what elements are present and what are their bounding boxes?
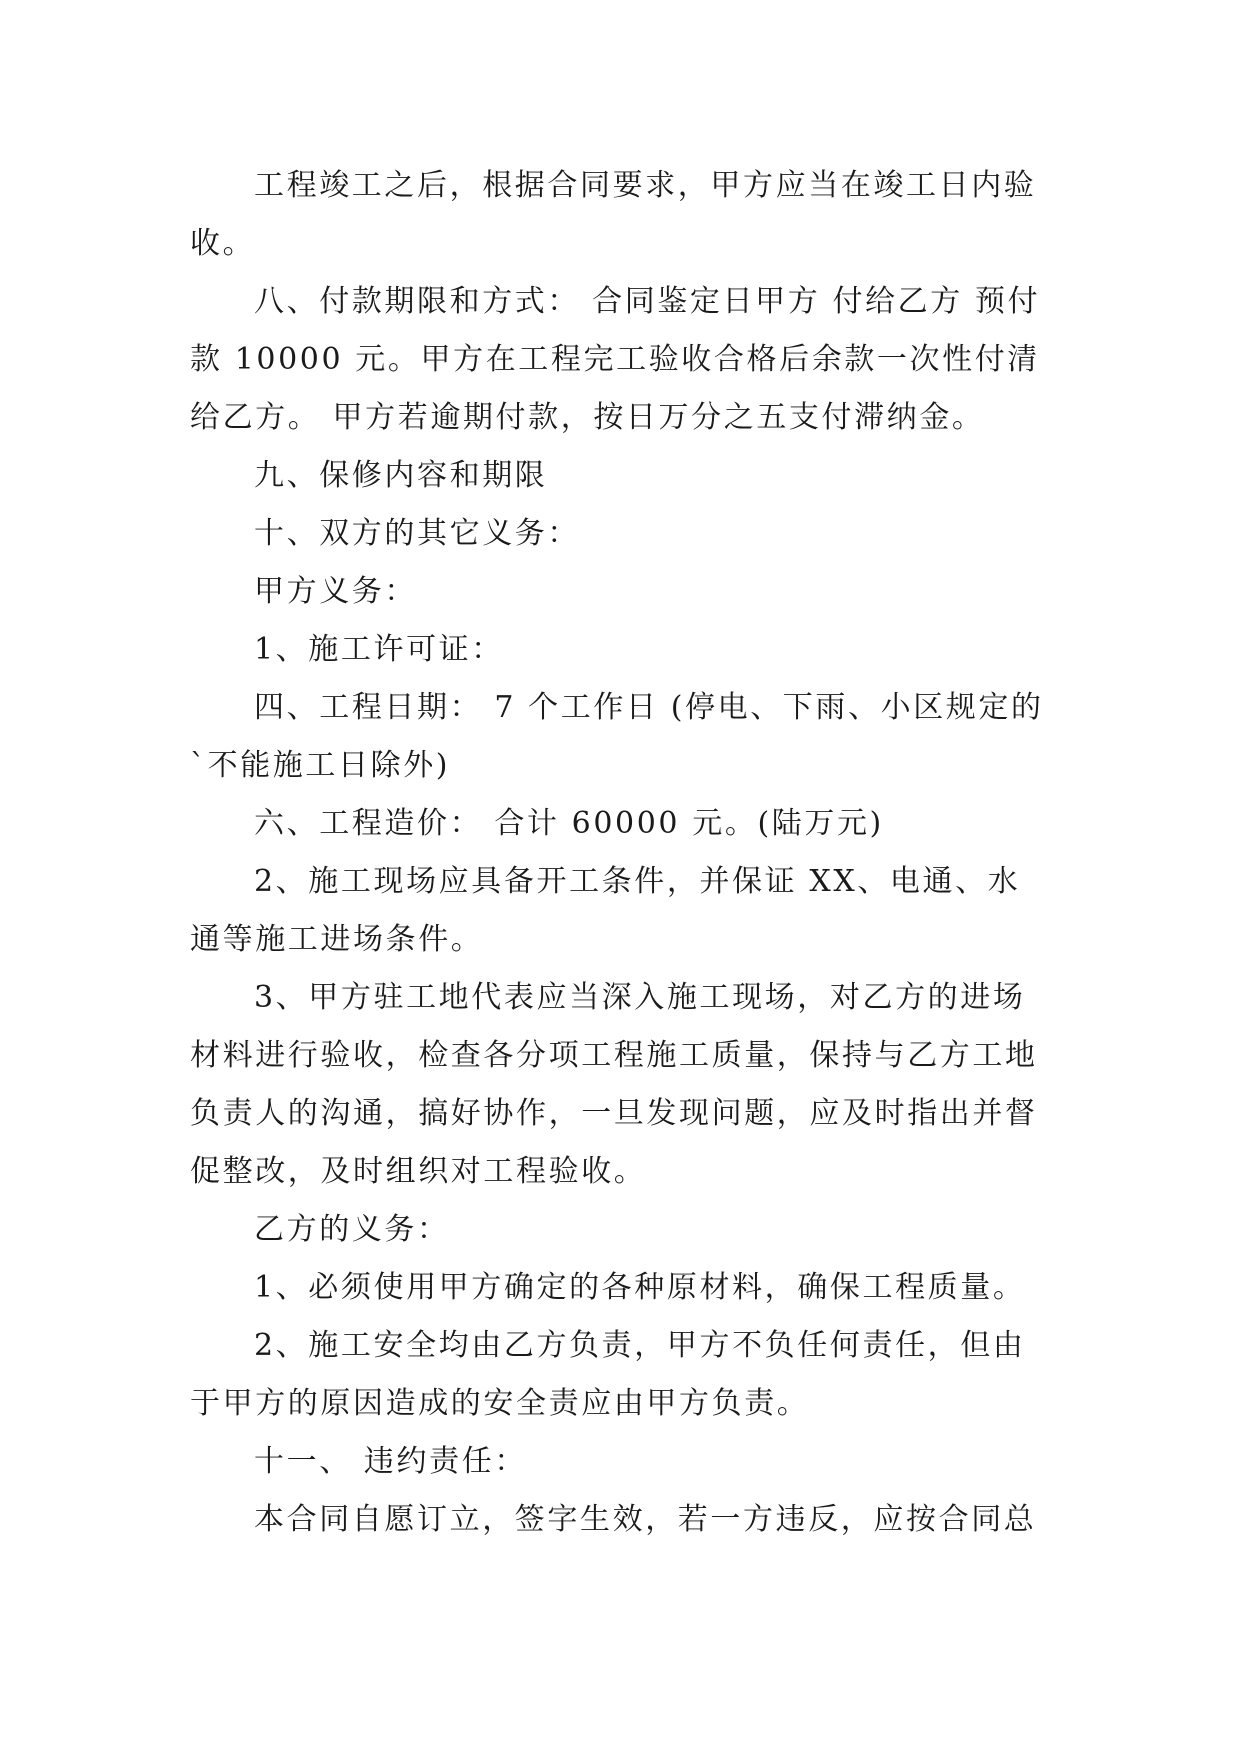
paragraph-project-cost: 六、工程造价： 合计 60000 元。(陆万元) <box>254 806 884 841</box>
paragraph-site-conditions: 2、施工现场应具备开工条件，并保证 XX、电通、水通等施工进场条件。 <box>190 864 1021 957</box>
paragraph-breach-heading: 十一、 违约责任： <box>254 1444 527 1479</box>
paragraph-acceptance: 工程竣工之后，根据合同要求，甲方应当在竣工日内验收。 <box>190 168 1037 261</box>
paragraph-payment-terms: 八、付款期限和方式： 合同鉴定日甲方 付给乙方 预付款 10000 元。甲方在工程完工验收合格后余款一次性付清给乙方。 甲方若逾期付款，按日万分之五支付滞纳金。 <box>190 284 1041 435</box>
paragraph-party-a-obligations-heading: 甲方义务： <box>254 574 417 609</box>
paragraph-project-dates: 四、工程日期： 7 个工作日 (停电、下雨、小区规定的`不能施工日除外) <box>190 690 1044 783</box>
paragraph-warranty-heading: 九、保修内容和期限 <box>254 458 548 493</box>
paragraph-safety: 2、施工安全均由乙方负责，甲方不负任何责任，但由于甲方的原因造成的安全责应由甲方负责。 <box>190 1328 1026 1421</box>
paragraph-site-representative: 3、甲方驻工地代表应当深入施工现场，对乙方的进场材料进行验收，检查各分项工程施工质量，保持与乙方工地负责人的沟通，搞好协作，一旦发现问题，应及时指出并督促整改，及时组织对工程验收。 <box>190 980 1038 1189</box>
paragraph-other-obligations-heading: 十、双方的其它义务： <box>254 516 580 551</box>
paragraph-contract-effect: 本合同自愿订立，签字生效，若一方违反，应按合同总 <box>254 1502 1037 1537</box>
paragraph-materials: 1、必须使用甲方确定的各种原材料，确保工程质量。 <box>254 1270 1026 1305</box>
paragraph-permit: 1、施工许可证： <box>254 632 504 667</box>
document-body <box>190 157 1050 1549</box>
paragraph-party-b-obligations-heading: 乙方的义务： <box>254 1212 450 1247</box>
